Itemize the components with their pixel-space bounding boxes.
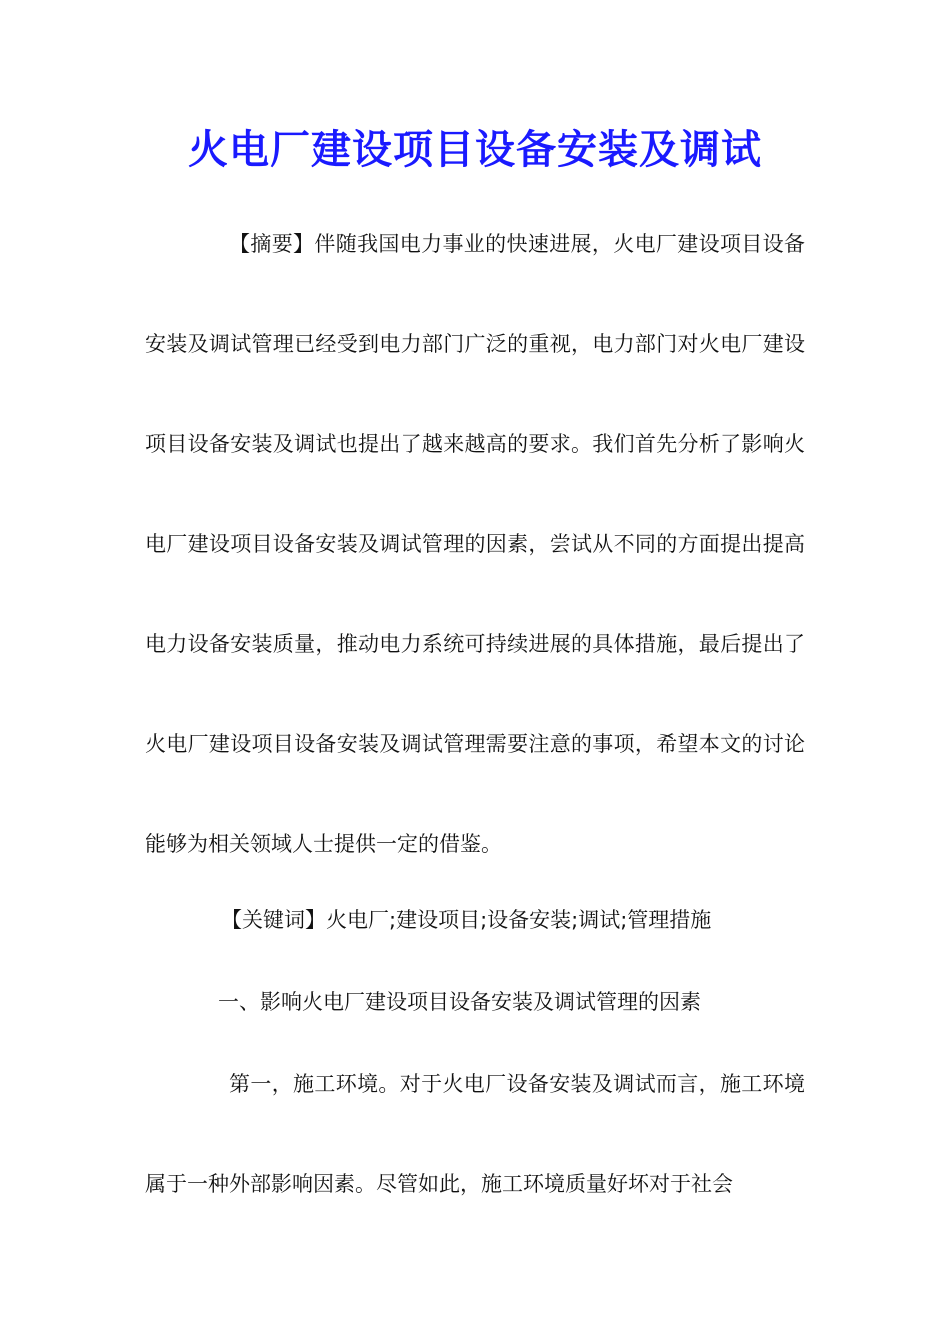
body-paragraph: 第一，施工环境。对于火电厂设备安装及调试而言，施工环境属于一种外部影响因素。尽管如此，施工环境质量好坏对于社会 [145, 1072, 805, 1196]
document-title: 火电厂建设项目设备安装及调试 [188, 126, 762, 173]
keywords-line: 【关键词】火电厂;建设项目;设备安装;调试;管理措施 [221, 908, 712, 932]
section-heading: 一、影响火电厂建设项目设备安装及调试管理的因素 [218, 990, 701, 1014]
abstract-paragraph: 【摘要】伴随我国电力事业的快速进展，火电厂建设项目设备安装及调试管理已经受到电力部门广泛的重视，电力部门对火电厂建设项目设备安装及调试也提出了越来越高的要求。我们首先分析了影响火电厂建设项目设备安装及调试管理的因素，尝试从不同的方面提出提高电力设备安装质量，推动电力系统可持续进展的具体措施，最后提出了火电厂建设项目设备安装及调试管理需要注意的事项，希望本文的讨论能够为相关领域人士提供一定的借鉴。 [145, 232, 805, 856]
